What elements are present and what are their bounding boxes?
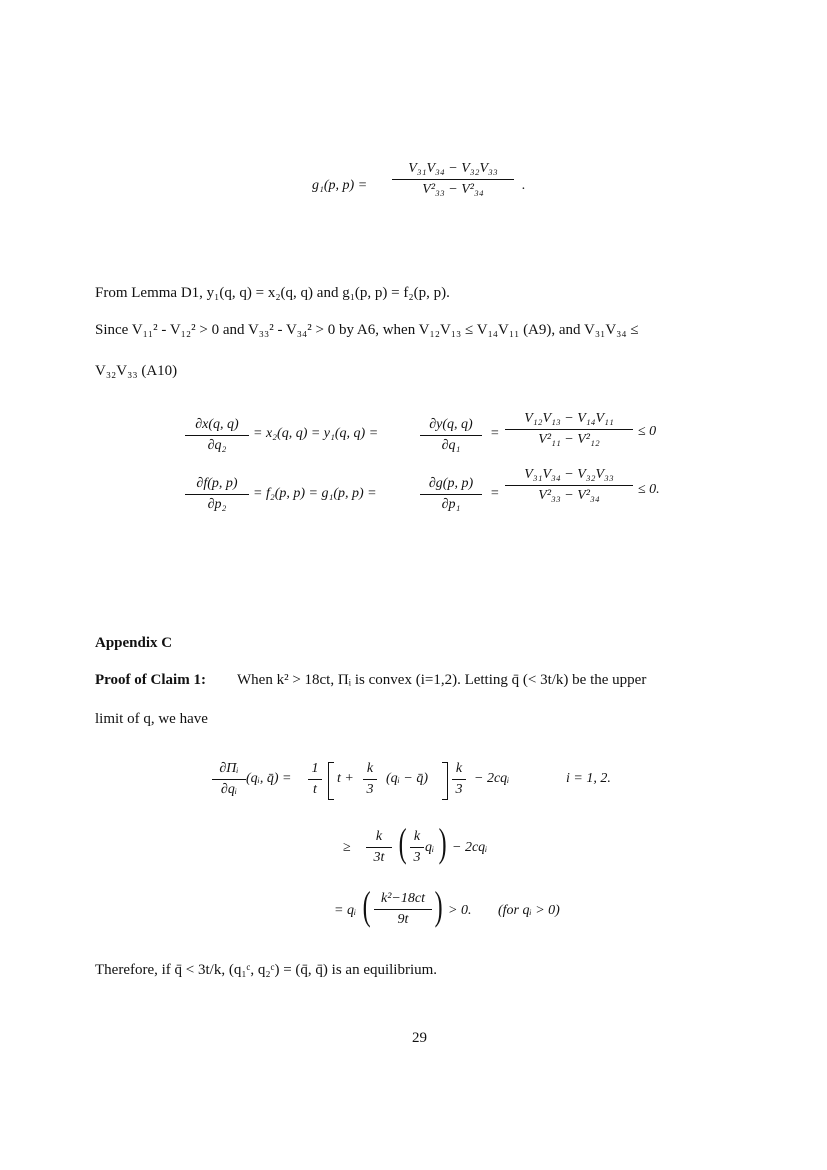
paragraph-since-line2: V₃₂V₃₃ (A10) [95, 363, 178, 379]
eq2-middle: = x₂(q, q) = y₁(q, q) = [253, 426, 379, 441]
eq4-k-over-3 [363, 760, 377, 799]
eq2-lhs-fraction [185, 416, 249, 455]
eq3-equals: = [490, 486, 500, 501]
eq4-k-num: k [366, 761, 374, 776]
eq4-one-num: 1 [311, 761, 319, 776]
conclusion: Therefore, if q̄ < 3t/k, (q₁ᶜ, q₂ᶜ) = (q̄, q̄) is an equilibrium. [95, 962, 438, 978]
eq3-lhs-den: ∂p₂ [207, 497, 227, 512]
eq5-k-over-3t [366, 828, 392, 867]
eq4-k2-den: 3 [455, 782, 463, 797]
eq2-lhs-num: ∂x(q, q) [195, 417, 239, 432]
eq4-lhs-num: ∂Πᵢ [219, 761, 239, 776]
eq6-condition: (for qᵢ > 0) [498, 903, 560, 918]
claim-line2: limit of q, we have [95, 711, 208, 727]
eq3-lhs-fraction [185, 475, 249, 514]
claim-text: When k² > 18ct, Πᵢ is convex (i=1,2). Letting q̄ (< 3t/k) be the upper [237, 672, 647, 688]
eq4-one-over-t [308, 760, 322, 799]
eq5-in-num: k [413, 829, 421, 844]
eq4-lhs-den: ∂qᵢ [220, 782, 238, 797]
eq6-den: 9t [397, 912, 409, 927]
eq3-d-num: ∂g(p, p) [428, 476, 474, 491]
eq4-inner-a: t + [337, 771, 354, 786]
eq5-tail: − 2cqᵢ [452, 840, 488, 855]
eq2-d-den: ∂q₁ [441, 438, 461, 453]
eq4-bracket-left [328, 762, 334, 800]
eq2-rhs-fraction [505, 410, 633, 449]
eq3-end: ≤ 0. [638, 482, 660, 497]
eq4-k-den: 3 [366, 782, 374, 797]
eq4-index: i = 1, 2. [566, 771, 611, 786]
eq2-equals: = [490, 426, 500, 441]
eq3-middle: = f₂(p, p) = g₁(p, p) = [253, 486, 377, 501]
eq5-k-num: k [375, 829, 383, 844]
eq4-one-den: t [313, 782, 317, 797]
eq4-bracket-right [442, 762, 448, 800]
eq2-r-den: V²₁₁ − V²₁₂ [538, 432, 600, 447]
eq2-r-num: V₁₂V₁₃ − V₁₄V₁₁ [524, 411, 614, 426]
eq4-lhs-arg: (qᵢ, q̄) = [246, 771, 292, 786]
eq6-paren-left: ( [362, 883, 371, 928]
eq3-derivative-fraction [420, 475, 482, 514]
eq5-inner-fraction [410, 828, 424, 867]
eq5-paren-left: ( [398, 820, 407, 865]
paragraph-since-line1: Since V₁₁² - V₁₂² > 0 and V₃₃² - V₃₄² > 0 by A6, when V₁₂V₁₃ ≤ V₁₄V₁₁ (A9), and V₃₁V₃₄ ≤ [95, 322, 639, 338]
page-number: 29 [412, 1030, 427, 1046]
eq1-lhs: g₁(p, p) = [312, 178, 368, 193]
eq5-inner-var: qᵢ [425, 840, 435, 855]
eq4-k2-over-3 [452, 760, 466, 799]
eq3-r-den: V²₃₃ − V²₃₄ [538, 488, 600, 503]
eq3-r-num: V₃₁V₃₄ − V₃₂V₃₃ [524, 467, 614, 482]
eq5-paren-right: ) [438, 820, 447, 865]
eq6-num: k²−18ct [381, 891, 425, 906]
claim-label: Proof of Claim 1: [95, 672, 206, 688]
eq2-d-num: ∂y(q, q) [429, 417, 473, 432]
eq4-inner-b: (qᵢ − q̄) [386, 771, 428, 786]
eq2-end: ≤ 0 [638, 424, 657, 439]
section-title: Appendix C [95, 635, 173, 651]
eq5-k-den: 3t [373, 850, 385, 865]
eq1-period: . [522, 178, 526, 193]
eq6-tail: > 0. [448, 903, 472, 918]
paragraph-lemma: From Lemma D1, y₁(q, q) = x₂(q, q) and g₁(p, p) = f₂(p, p). [95, 285, 450, 301]
eq3-rhs-fraction [505, 466, 633, 505]
eq4-k2-num: k [455, 761, 463, 776]
eq2-derivative-fraction [420, 416, 482, 455]
eq1-numerator: V₃₁V₃₄ − V₃₂V₃₃ [408, 161, 498, 176]
eq3-d-den: ∂p₁ [441, 497, 461, 512]
eq2-lhs-den: ∂q₂ [207, 438, 227, 453]
eq4-tail: − 2cqᵢ [474, 771, 510, 786]
eq1-fraction [392, 160, 514, 199]
eq3-lhs-num: ∂f(p, p) [196, 476, 238, 491]
eq1-denominator: V²₃₃ − V²₃₄ [422, 182, 484, 197]
eq6-fraction [374, 890, 432, 929]
eq5-in-den: 3 [413, 850, 421, 865]
eq4-lhs-fraction [212, 760, 246, 799]
eq6-paren-right: ) [434, 883, 443, 928]
eq5-ge: ≥ [343, 840, 351, 855]
eq6-lhs: = qᵢ [334, 903, 357, 918]
